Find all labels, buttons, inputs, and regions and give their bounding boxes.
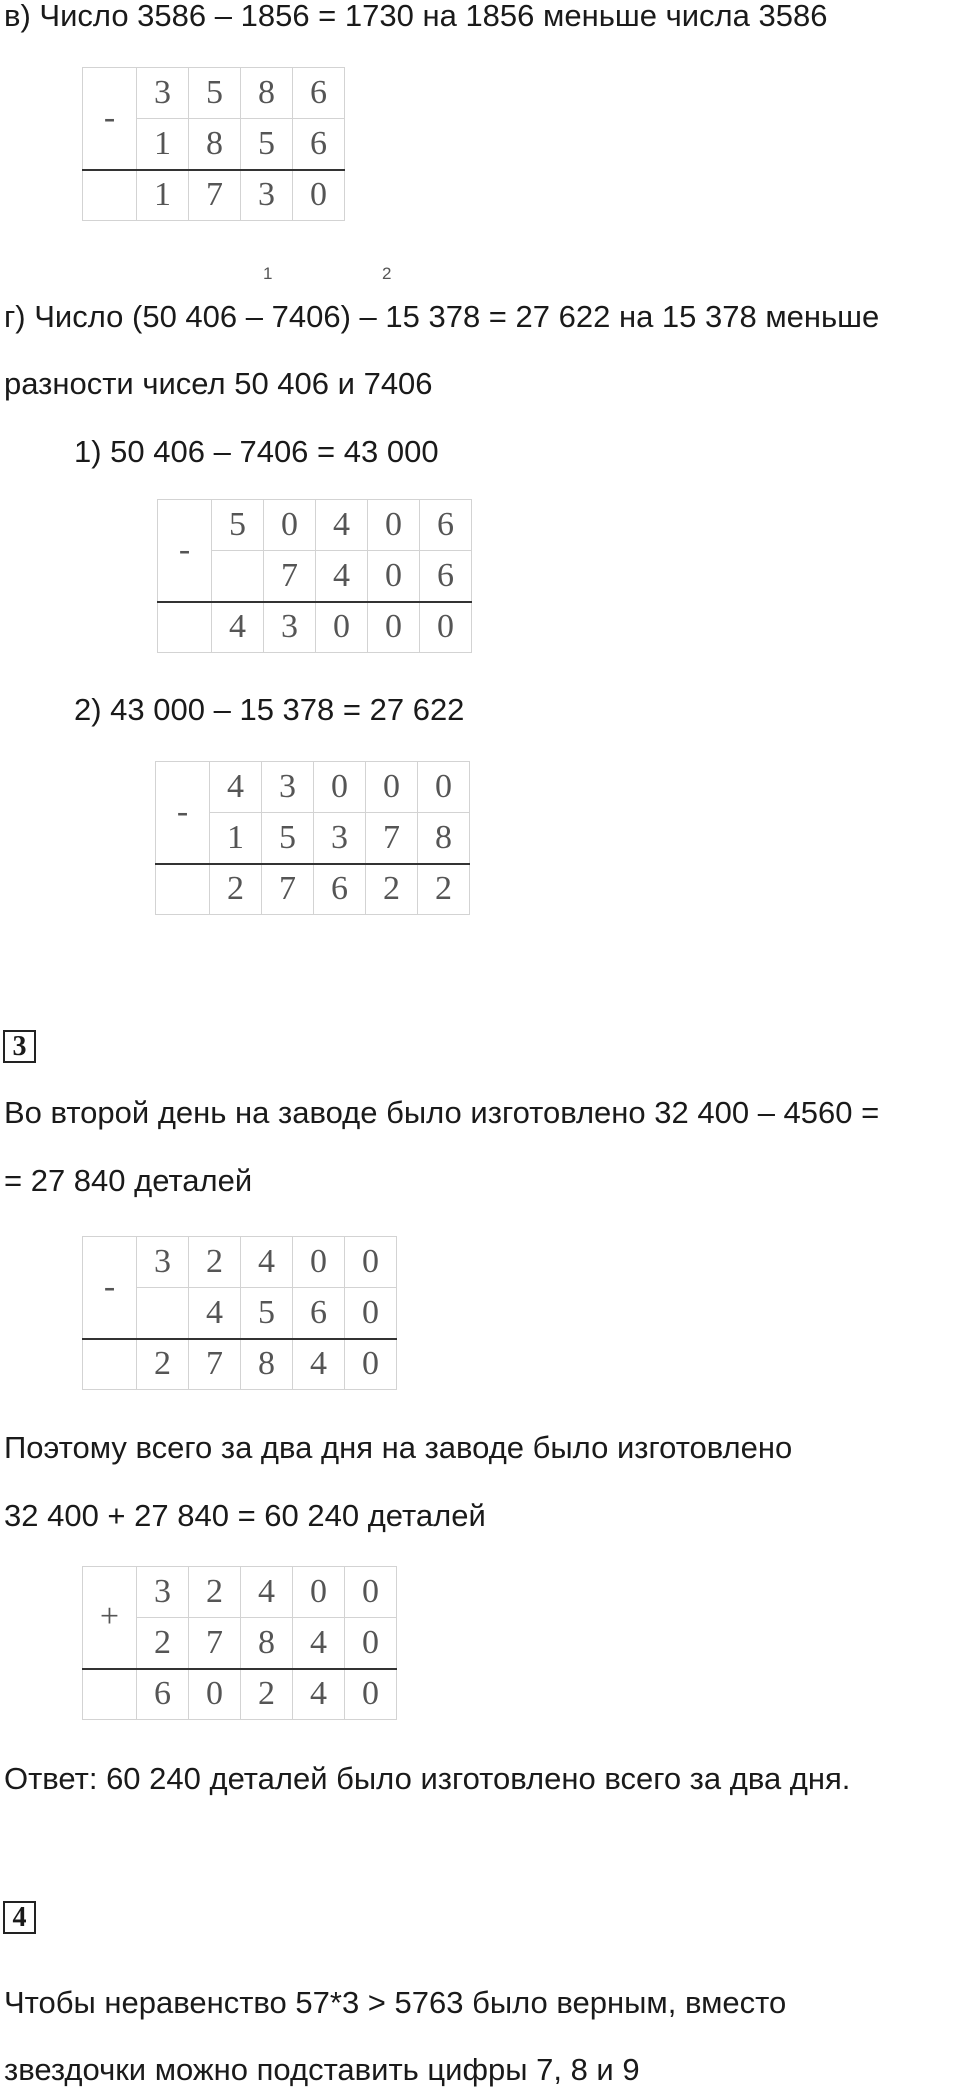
digit-cell: 6 xyxy=(420,551,472,602)
result-cell: 6 xyxy=(314,864,366,915)
result-cell: 0 xyxy=(345,1339,397,1390)
digit-cell: 7 xyxy=(366,813,418,864)
result-cell: 0 xyxy=(368,602,420,653)
result-cell: 0 xyxy=(420,602,472,653)
digit-cell: 0 xyxy=(314,762,366,813)
digit-cell: 6 xyxy=(293,68,345,119)
digit-cell: 4 xyxy=(316,551,368,602)
operation-sign: - xyxy=(83,68,137,170)
result-cell: 8 xyxy=(241,1339,293,1390)
digit-cell: 0 xyxy=(345,1288,397,1339)
result-cell: 3 xyxy=(241,170,293,221)
task3-text-line4: 32 400 + 27 840 = 60 240 деталей xyxy=(4,1498,486,1533)
digit-cell: 4 xyxy=(293,1618,345,1669)
digit-cell xyxy=(212,551,264,602)
digit-cell: 1 xyxy=(210,813,262,864)
result-cell: 4 xyxy=(293,1339,345,1390)
arith-table-part-v xyxy=(82,67,345,221)
result-cell: 0 xyxy=(316,602,368,653)
task4-text-line2: звездочки можно подставить цифры 7, 8 и 9 xyxy=(4,2052,640,2087)
result-cell: 2 xyxy=(366,864,418,915)
operation-sign: - xyxy=(83,1237,137,1339)
result-cell: 2 xyxy=(241,1669,293,1720)
result-cell: 7 xyxy=(189,1339,241,1390)
digit-cell: 0 xyxy=(345,1567,397,1618)
digit-cell: 8 xyxy=(241,1618,293,1669)
digit-cell: 2 xyxy=(137,1618,189,1669)
task-number-4: 4 xyxy=(3,1901,36,1934)
digit-cell: 4 xyxy=(189,1288,241,1339)
operation-sign: + xyxy=(83,1567,137,1669)
digit-cell: 0 xyxy=(345,1237,397,1288)
digit-cell: 4 xyxy=(210,762,262,813)
part-g-step1: 1) 50 406 – 7406 = 43 000 xyxy=(74,434,439,469)
digit-cell: 0 xyxy=(418,762,470,813)
arith-table-task3-addition xyxy=(82,1566,397,1720)
part-g-step2: 2) 43 000 – 15 378 = 27 622 xyxy=(74,692,465,727)
digit-cell: 8 xyxy=(418,813,470,864)
digit-cell: 1 xyxy=(137,119,189,170)
result-cell: 6 xyxy=(137,1669,189,1720)
digit-cell: 4 xyxy=(316,500,368,551)
digit-cell: 3 xyxy=(137,68,189,119)
operation-sign: - xyxy=(156,762,210,864)
result-cell: 4 xyxy=(293,1669,345,1720)
result-cell: 7 xyxy=(262,864,314,915)
digit-cell: 0 xyxy=(368,500,420,551)
digit-cell: 2 xyxy=(189,1567,241,1618)
empty-cell xyxy=(83,1339,137,1390)
digit-cell: 5 xyxy=(189,68,241,119)
digit-cell: 4 xyxy=(241,1567,293,1618)
digit-cell: 0 xyxy=(293,1567,345,1618)
empty-cell xyxy=(156,864,210,915)
result-cell: 7 xyxy=(189,170,241,221)
empty-cell xyxy=(83,1669,137,1720)
digit-cell: 2 xyxy=(189,1237,241,1288)
digit-cell: 3 xyxy=(137,1567,189,1618)
result-cell: 2 xyxy=(418,864,470,915)
digit-cell: 0 xyxy=(264,500,316,551)
result-cell: 2 xyxy=(137,1339,189,1390)
part-v-text: в) Число 3586 – 1856 = 1730 на 1856 меньше числа 3586 xyxy=(4,0,828,33)
part-g-text-line1: г) Число (50 406 – 7406) – 15 378 = 27 622 на 15 378 меньше xyxy=(4,299,880,334)
empty-cell xyxy=(158,602,212,653)
digit-cell: 0 xyxy=(293,1237,345,1288)
task3-text-line1: Во второй день на заводе было изготовлено 32 400 – 4560 = xyxy=(4,1095,880,1130)
digit-cell: 5 xyxy=(212,500,264,551)
digit-cell: 7 xyxy=(264,551,316,602)
task3-text-line3: Поэтому всего за два дня на заводе было изготовлено xyxy=(4,1430,793,1465)
result-cell: 4 xyxy=(212,602,264,653)
carry-mark-2: 2 xyxy=(382,264,392,283)
digit-cell: 4 xyxy=(241,1237,293,1288)
part-g-text-line2: разности чисел 50 406 и 7406 xyxy=(4,366,433,401)
digit-cell: 0 xyxy=(345,1618,397,1669)
result-cell: 1 xyxy=(137,170,189,221)
digit-cell: 3 xyxy=(262,762,314,813)
digit-cell: 0 xyxy=(366,762,418,813)
digit-cell: 0 xyxy=(368,551,420,602)
result-cell: 0 xyxy=(345,1669,397,1720)
task3-text-line2: = 27 840 деталей xyxy=(4,1163,253,1198)
digit-cell: 5 xyxy=(262,813,314,864)
arith-table-task3-subtraction xyxy=(82,1236,397,1390)
digit-cell: 7 xyxy=(189,1618,241,1669)
digit-cell: 3 xyxy=(314,813,366,864)
digit-cell: 6 xyxy=(420,500,472,551)
digit-cell: 3 xyxy=(137,1237,189,1288)
digit-cell: 5 xyxy=(241,1288,293,1339)
arith-table-step2 xyxy=(155,761,470,915)
operation-sign: - xyxy=(158,500,212,602)
arith-table-step1 xyxy=(157,499,472,653)
digit-cell: 6 xyxy=(293,1288,345,1339)
result-cell: 0 xyxy=(293,170,345,221)
digit-cell: 6 xyxy=(293,119,345,170)
digit-cell xyxy=(137,1288,189,1339)
task-number-3: 3 xyxy=(3,1030,36,1063)
task4-text-line1: Чтобы неравенство 57*3 > 5763 было верным, вместо xyxy=(4,1985,787,2020)
task3-answer: Ответ: 60 240 деталей было изготовлено всего за два дня. xyxy=(4,1761,851,1796)
empty-cell xyxy=(83,170,137,221)
result-cell: 3 xyxy=(264,602,316,653)
result-cell: 0 xyxy=(189,1669,241,1720)
result-cell: 2 xyxy=(210,864,262,915)
digit-cell: 8 xyxy=(189,119,241,170)
carry-mark-1: 1 xyxy=(263,264,273,283)
digit-cell: 5 xyxy=(241,119,293,170)
digit-cell: 8 xyxy=(241,68,293,119)
